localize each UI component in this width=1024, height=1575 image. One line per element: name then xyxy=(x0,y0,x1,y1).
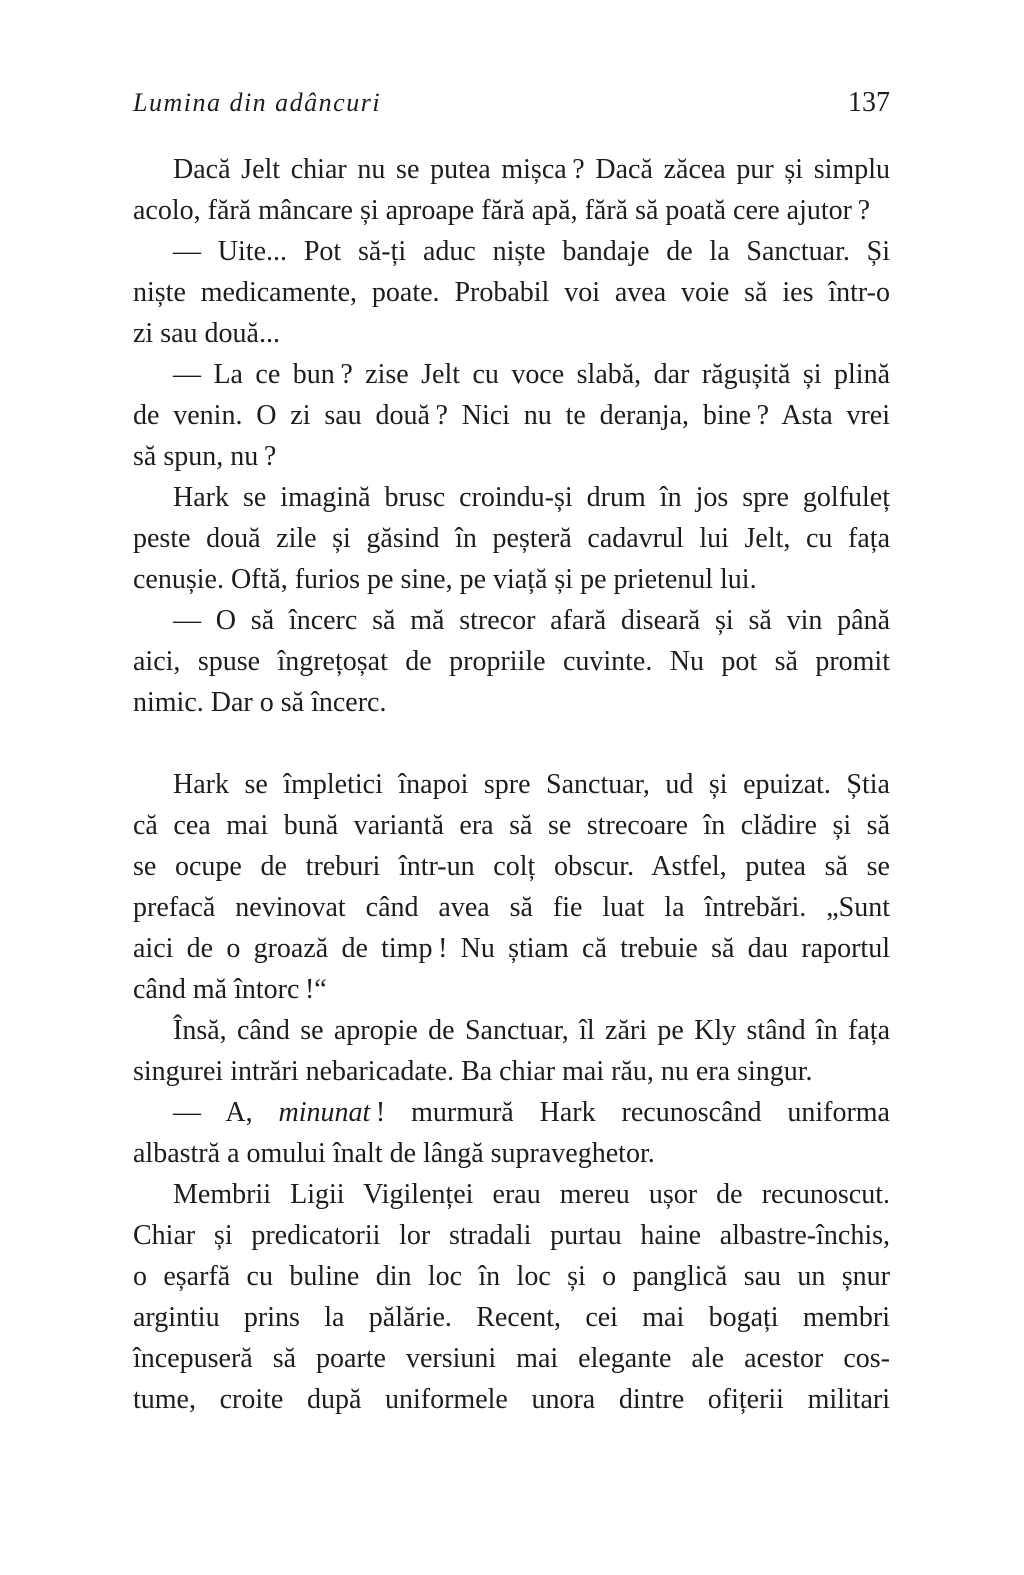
text-segment: Membrii Ligii Vigilenței erau mereu ușor de recunoscut. xyxy=(173,1179,890,1210)
text-segment: — O să încerc să mă strecor afară diseară și să vin până xyxy=(173,605,890,636)
body-line xyxy=(133,231,890,272)
body-line xyxy=(133,149,890,190)
body-line xyxy=(133,436,890,477)
body-line xyxy=(133,1051,890,1092)
body-line xyxy=(133,805,890,846)
body-line xyxy=(133,1215,890,1256)
text-segment: se ocupe de treburi într-un colț obscur. Astfel, putea să se xyxy=(133,851,890,882)
text-segment: începuseră să poarte versiuni mai elegante ale acestor cos- xyxy=(133,1343,890,1374)
text-segment: argintiu prins la pălărie. Recent, cei mai bogați membri xyxy=(133,1302,890,1333)
body-line xyxy=(133,272,890,313)
paragraph xyxy=(133,764,890,1010)
text-segment: acolo, fără mâncare și aproape fără apă, fără să poată cere ajutor ? xyxy=(133,195,871,226)
text-segment: — A, xyxy=(173,1097,279,1128)
body-line xyxy=(133,190,890,231)
body-line xyxy=(133,1256,890,1297)
body-line xyxy=(133,1010,890,1051)
body-line xyxy=(133,764,890,805)
text-segment: Dacă Jelt chiar nu se putea mișca ? Dacă zăcea pur și simplu xyxy=(173,154,890,185)
body-line xyxy=(133,313,890,354)
text-segment: o eșarfă cu buline din loc în loc și o panglică sau un șnur xyxy=(133,1261,890,1292)
text-segment: de venin. O zi sau două ? Nici nu te deranja, bine ? Asta vrei xyxy=(133,400,890,431)
body-line xyxy=(133,1297,890,1338)
text-segment: că cea mai bună variantă era să se strecoare în clădire și să xyxy=(133,810,890,841)
body-line xyxy=(133,928,890,969)
text-segment: zi sau două... xyxy=(133,318,280,349)
paragraph xyxy=(133,600,890,723)
page-number: 137 xyxy=(848,87,890,118)
italic-text: minunat xyxy=(278,1097,371,1128)
text-segment: Hark se imagină brusc croindu-și drum în jos spre golfuleț xyxy=(173,482,890,513)
paragraph xyxy=(133,231,890,354)
text-segment: tume, croite după uniformele unora dintre ofițerii militari xyxy=(133,1384,890,1415)
body-line xyxy=(133,518,890,559)
body-line xyxy=(133,1092,890,1133)
text-segment: albastră a omului înalt de lângă supraveghetor. xyxy=(133,1138,655,1169)
text-segment: cenușie. Oftă, furios pe sine, pe viață și pe prietenul lui. xyxy=(133,564,757,595)
text-segment: să spun, nu ? xyxy=(133,441,277,472)
text-segment: prefacă nevinovat când avea să fie luat la întrebări. „Sunt xyxy=(133,892,890,923)
body-line xyxy=(133,969,890,1010)
paragraph xyxy=(133,1092,890,1174)
text-segment: Hark se împletici înapoi spre Sanctuar, ud și epuizat. Știa xyxy=(173,769,890,800)
text-segment: Însă, când se apropie de Sanctuar, îl zări pe Kly stând în fața xyxy=(173,1015,890,1046)
body-line xyxy=(133,600,890,641)
text-segment: aici de o groază de timp ! Nu știam că trebuie să dau raportul xyxy=(133,933,890,964)
text-segment: — Uite... Pot să-ți aduc niște bandaje de la Sanctuar. Și xyxy=(173,236,890,267)
text-segment: nimic. Dar o să încerc. xyxy=(133,687,387,718)
body-line xyxy=(133,1338,890,1379)
body-line xyxy=(133,682,890,723)
text-segment: singurei intrări nebaricadate. Ba chiar mai rău, nu era singur. xyxy=(133,1056,813,1087)
body-line xyxy=(133,354,890,395)
body-line xyxy=(133,559,890,600)
body-line xyxy=(133,1133,890,1174)
body-line xyxy=(133,477,890,518)
body-line xyxy=(133,641,890,682)
body-line xyxy=(133,887,890,928)
text-segment: niște medicamente, poate. Probabil voi avea voie să ies într-o xyxy=(133,277,890,308)
text-block xyxy=(133,149,890,1420)
text-segment: ! murmură Hark recunoscând uniforma xyxy=(370,1097,890,1128)
text-segment: peste două zile și găsind în peșteră cadavrul lui Jelt, cu fața xyxy=(133,523,890,554)
paragraph xyxy=(133,477,890,600)
body-line xyxy=(133,1174,890,1215)
text-segment: aici, spuse îngrețoșat de propriile cuvinte. Nu pot să promit xyxy=(133,646,890,677)
body-line xyxy=(133,395,890,436)
paragraph xyxy=(133,354,890,477)
paragraph xyxy=(133,149,890,231)
running-title: Lumina din adâncuri xyxy=(133,88,382,117)
text-segment: — La ce bun ? zise Jelt cu voce slabă, dar răgușită și plină xyxy=(173,359,890,390)
body-line xyxy=(133,846,890,887)
paragraph xyxy=(133,1174,890,1420)
text-segment: Chiar și predicatorii lor stradali purtau haine albastre-închis, xyxy=(133,1220,890,1251)
body-line xyxy=(133,1379,890,1420)
text-segment: când mă întorc !“ xyxy=(133,974,327,1005)
page-header xyxy=(133,87,890,119)
paragraph xyxy=(133,1010,890,1092)
